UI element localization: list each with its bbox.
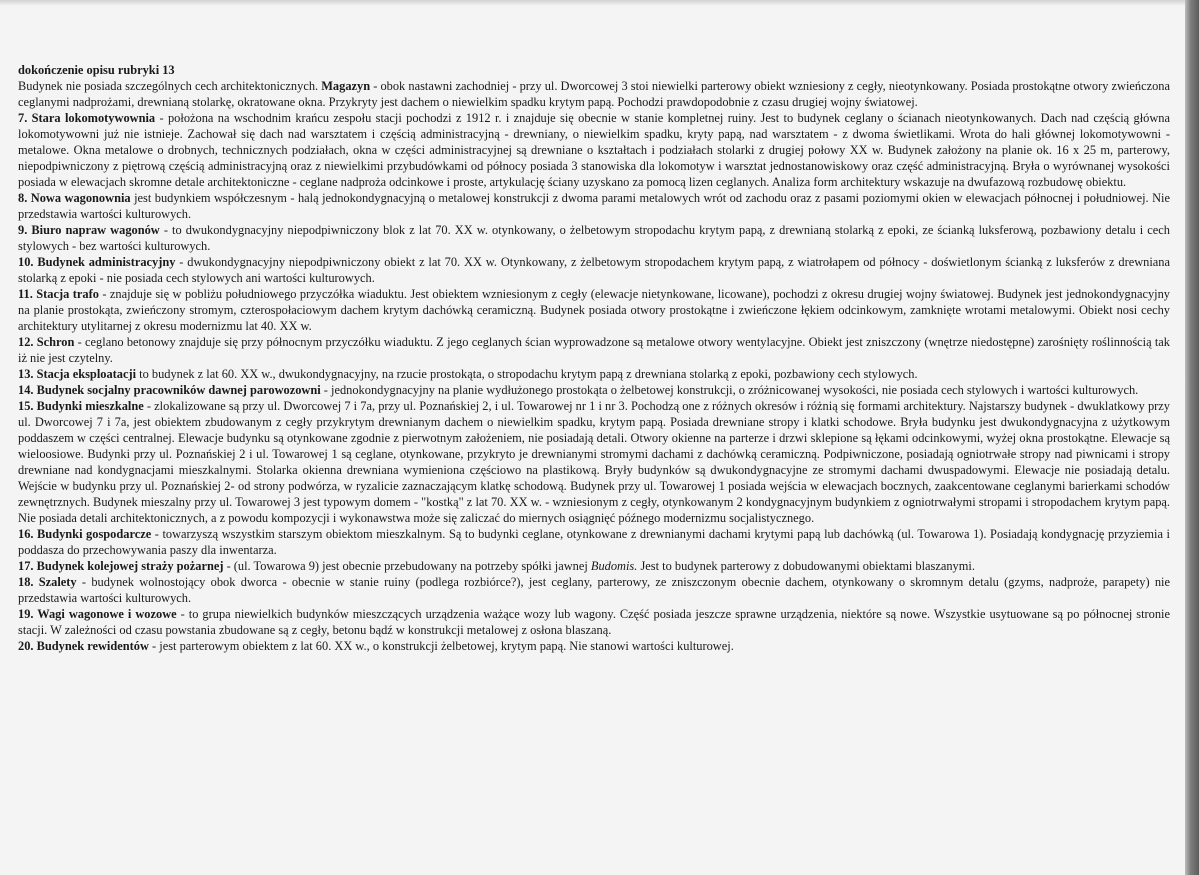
entry-title: 7. Stara lokomotywownia (18, 111, 156, 125)
entry-17 (18, 558, 1170, 574)
entry-title: 8. Nowa wagonownia (18, 191, 131, 205)
entry-13 (18, 366, 1170, 382)
entry-text: - (ul. Towarowa 9) jest obecnie przebudowany na potrzeby spółki jawnej (223, 559, 591, 573)
entry-14 (18, 382, 1170, 398)
entry-9 (18, 222, 1170, 254)
entry-title: 17. Budynek kolejowej straży pożarnej (18, 559, 224, 573)
document-body (18, 62, 1170, 654)
entry-text: - położona na wschodnim krańcu zespołu stacji pochodzi z 1912 r. i znajduje się obecnie w stanie kompletnej ruiny. Jest to budynek ceglany o ścianach nieotynkowanych. Dach nad częścią główna lokomotywowni już nie istnieje. Zachował się dach nad warsztatem i częścią administracyjną - drewniany, o niewielkim spadku, kryty papą, nad warsztatem - z dwoma świetlikami. Wrota do hali głównej lokomotywowni - metalowe. Okna metalowe o drobnych, technicznych podziałach, okna w części administracyjnej są drewniane o kształtach i podziałach stolarki z drugiej połowy XX w. Budynek założony na planie ok. 16 x 25 m, parterowy, niepodpiwniczony z piętrową częścią administracyjną oraz z niewielkimi przybudówkami od północy posiada 3 stanowiska dla lokomotyw i warsztat jednostanowiskowy oraz część administracyjną. Bryła o wyrównanej wysokości posiada w elewacjach skromne detale architektoniczne - ceglane nadproża odcinkowe i proste, artykulację ściany uzyskano za pomocą lizen ceglanych. Analiza form architektury wskazuje na dwufazową rozbudowę obiektu. (18, 111, 1170, 189)
entry-text: - ceglano betonowy znajduje się przy północnym przyczółku wiaduktu. Z jego ceglanych ścian wyprowadzone są metalowe otwory wentylacyjne. Obiekt jest zniszczony (wnętrze niedostępne) zarośnięty roślinnością tak iż nie jest czytelny. (18, 335, 1171, 365)
entry-7 (18, 110, 1170, 190)
entry-text: - jednokondygnacyjny na planie wydłużonego prostokąta o żelbetowej konstrukcji, o zróżnicowanej wysokości, nie posiada cech stylowych i wartości kulturowych. (320, 383, 1139, 397)
entry-15 (18, 398, 1170, 526)
entry-18 (18, 574, 1170, 606)
entry-text: - dwukondygnacyjny niepodpiwniczony obiekt z lat 70. XX w. Otynkowany, z żelbetowym stropodachem krytym papą, z wiatrołapem od północy - doświetlonym ścianką z luksferów z drewniana stolarką z epoki - nie posiada cech stylowych ani wartości kulturowych. (18, 255, 1170, 285)
entry-10 (18, 254, 1170, 286)
entry-text: to budynek z lat 60. XX w., dwukondygnacyjny, na rzucie prostokąta, o stropodachu krytym papą z drewniana stolarką z epoki, pozbawiony cech stylowych. (136, 367, 918, 381)
entry-16 (18, 526, 1170, 558)
entry-text: - zlokalizowane są przy ul. Dworcowej 7 i 7a, przy ul. Poznańskiej 2, i ul. Towarowej nr 1 i nr 3. Pochodzą one z różnych okresów i różnią się formami architektury. Najstarszy budynek - dwuklatkowy przy ul. Dworcowej 7 i 7a, jest obiektem zbudowanym z cegły przykrytym drewnianym dachem o niewielkim spadku, krytym papą. Posiada drewniane stropy i klatki schodowe. Bryła budynku jest dwukondygnacyjna z użytkowym poddaszem w części centralnej. Elewacje budynku są otynkowane zgodnie z pierwotnym założeniem, nie posiadają detali. Otwory okienne na parterze i drzwi sklepione są łękami odcinkowymi, wyżej okna prostokątne. Elewacje są wieloosiowe. Budynki przy ul. Poznańskiej 2 i ul. Towarowej 1 są ceglane, otynkowane, przykryto je drewnianymi stromymi dachami z dachówką ceramiczną. Podpiwniczone, posiadają ogniotrwałe stropy nad piwnicami i stropy drewniane nad kondygnacjami mieszkalnymi. Stolarka okienna drewniana wymieniona częściowo na plastikową. Bryły budynków są dwukondygnacyjne ze stromymi dachami dwuspadowymi. Elewacje nie posiadają detalu. Wejście w budynku przy ul. Poznańskiej 2- od strony podwórza, w ryzalicie zaznaczającym klatkę schodową. Budynek przy ul. Towarowej 1 posiada wejścia w elewacjach bocznych, zaakcentowane ceglanymi barierkami schodów zewnętrznych. Budynek mieszalny przy ul. Towarowej 3 jest typowym domem - "kostką" z lat 70. XX w. - wzniesionym z cegły, otynkowanym 2 kondygnacyjnym budynkiem z ogniotrwałymi stropami i stropodachem krytym papą. Nie posiada detali architektonicznych, a z powodu kompozycji i wykonawstwa może się zaliczać do miernych osiągnięć późnego modernizmu socjalistycznego. (18, 399, 1171, 525)
entry-20 (18, 638, 1170, 654)
scan-edge (1185, 0, 1199, 875)
entry-text: - znajduje się w pobliżu południowego przyczółka wiaduktu. Jest obiektem wzniesionym z cegły (elewacje nietynkowane, licowane), pochodzi z okresu drugiej wojny światowej. Budynek jest jednokondygnacyjny na planie prostokąta, zwieńczony stromym, czterospołaciowym dachem krytym dachówką ceramiczną. Budynek posiada otwory prostokątne i zwieńczone łękiem odcinkowym, zamknięte wrotami metalowymi. Obiekt nosi cechy architektury utylitarnej z okresu modernizmu lat 40. XX w. (18, 287, 1170, 333)
entry-intro-text: Budynek nie posiada szczególnych cech architektonicznych. (18, 79, 322, 93)
entry-title: 11. Stacja trafo (18, 287, 99, 301)
entry-text: - budynek wolnostojący obok dworca - obecnie w stanie ruiny (podlega rozbiórce?), jest ceglany, parterowy, ze zniszczonym obecnie dachem, otynkowany o skromnym detalu (gzyms, nadproże, parapety) nie przedstawia wartości kulturowych. (18, 575, 1170, 605)
entry-text: - towarzyszą wszystkim starszym obiektom mieszkalnym. Są to budynki ceglane, otynkowane z drewnianymi dachami krytymi papą lub dachówką (ul. Towarowa 1). Posiadają kondygnację przyziemia i poddasza do przechowywania paszy dla inwentarza. (18, 527, 1170, 557)
continuation-heading: dokończenie opisu rubryki 13 (18, 63, 175, 77)
entry-11 (18, 286, 1170, 334)
entry-title: 10. Budynek administracyjny (18, 255, 176, 269)
entry-text: - jest parterowym obiektem z lat 60. XX w., o konstrukcji żelbetowej, krytym papą. Nie stanowi wartości kulturowej. (148, 639, 734, 653)
entry-title: 12. Schron (18, 335, 75, 349)
entry-12 (18, 334, 1170, 366)
entry-title: 15. Budynki mieszkalne (18, 399, 144, 413)
entry-title: 18. Szalety (18, 575, 77, 589)
entry-19 (18, 606, 1170, 638)
entry-text: - obok nastawni zachodniej - przy ul. Dworcowej 3 stoi niewielki parterowy obiekt wzniesiony z cegły, nieotynkowany. Posiada prostokątne otwory zwieńczona ceglanymi nadprożami, drewnianą stolarkę, okratowane okna. Przykryty jest dachem o niewielkim spadku krytym papą. Pochodzi prawdopodobnie z czasu drugiej wojny światowej. (18, 79, 1170, 109)
entry-text-continued: Jest to budynek parterowy z dobudowanymi obiektami blaszanymi. (637, 559, 975, 573)
scan-shadow (0, 0, 1185, 6)
entry-text: - to dwukondygnacyjny niepodpiwniczony blok z lat 70. XX w. otynkowany, o żelbetowym stropodachu krytym papą, z drewnianą stolarką z epoki, ze ścianką luksferową, pozbawiony detalu i cech stylowych - bez wartości kulturowych. (18, 223, 1170, 253)
entry-title: 13. Stacja eksploatacji (18, 367, 137, 381)
entry-title: 19. Wagi wagonowe i wozowe (18, 607, 177, 621)
entry-title: 9. Biuro napraw wagonów (18, 223, 160, 237)
entry-8 (18, 190, 1170, 222)
entry-title: 16. Budynki gospodarcze (18, 527, 152, 541)
entry-title: Magazyn (321, 79, 371, 93)
company-name: Budomis. (590, 559, 638, 573)
entry-title: 20. Budynek rewidentów (18, 639, 149, 653)
entry-title: 14. Budynek socjalny pracowników dawnej parowozowni (18, 383, 321, 397)
entry-text: jest budynkiem współczesnym - halą jednokondygnacyjną o metalowej konstrukcji z dwoma parami metalowych wrót od zachodu oraz z pasami poziomymi okien w elewacjach północnej i południowej. Nie przedstawia wartości kulturowych. (18, 191, 1170, 221)
entry-magazyn (18, 78, 1170, 110)
entry-text: - to grupa niewielkich budynków mieszczących urządzenia ważące wozy lub wagony. Część posiada jeszcze sprawne urządzenia, niektóre są nowe. Wszystkie usytuowane są po północnej stronie stacji. W zależności od czasu powstania zbudowane są z cegły, betonu bądź w konstrukcji metalowej z osłona blaszaną. (18, 607, 1170, 637)
